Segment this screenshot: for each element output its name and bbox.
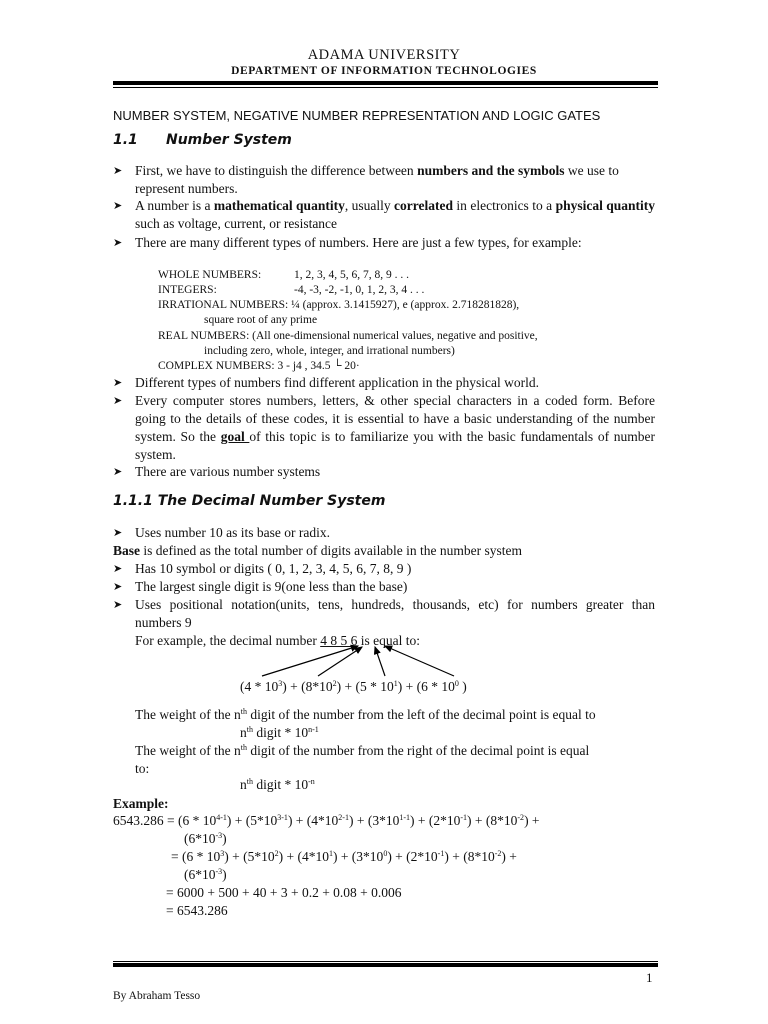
text-span: For example, the decimal number	[135, 633, 321, 648]
weight-left-formula	[240, 724, 319, 742]
irrational-numbers-line: IRRATIONAL NUMBERS: ¼ (approx. 3.1415927), e (approx. 2.718281828),	[158, 299, 520, 311]
real-numbers-line: REAL NUMBERS: (All one-dimensional numerical values, negative and positive,	[158, 330, 538, 342]
text-span: , usually	[344, 198, 395, 213]
bullet-arrow-icon: ➤	[113, 237, 123, 249]
bullet-arrow-icon: ➤	[113, 563, 123, 575]
goal-word: goal	[220, 429, 250, 444]
footer-rule	[113, 963, 658, 967]
t: ) +	[501, 849, 517, 864]
exp: 1	[328, 849, 333, 858]
university-name: ADAMA UNIVERSITY	[307, 47, 461, 63]
t: )	[222, 831, 227, 846]
exp: 2	[332, 679, 337, 688]
t: ) + (5*10	[226, 813, 278, 828]
t: ) + (2*10	[410, 813, 461, 828]
bullet-applications: Different types of numbers find different application in the physical world.	[135, 375, 540, 390]
t: ) + (5*10	[224, 849, 275, 864]
weight-left-sentence	[135, 706, 596, 724]
t: n	[240, 777, 247, 792]
exp: 3	[278, 679, 283, 688]
exp: -3	[215, 867, 223, 876]
t: = (6 * 10	[171, 849, 221, 864]
t: 6543.286 = (6 * 10	[113, 813, 217, 828]
decimal-largest-digit: The largest single digit is 9(one less than the base)	[135, 579, 408, 594]
complex-numbers-line: COMPLEX NUMBERS: 3 - j4 , 34.5 └ 20·	[158, 360, 360, 372]
weight-right-formula	[240, 776, 315, 794]
text-span: Every computer stores numbers, letters, & other special characters in a coded form. Before going to the details of these codes, it is essential to have a basic understanding of the number system. So the	[135, 393, 655, 444]
text-span: in electronics to a	[453, 198, 556, 213]
bold-span: correlated	[394, 198, 454, 213]
weight-right-sentence	[135, 742, 589, 760]
exp: 0	[383, 849, 388, 858]
text-span: such as voltage, current, or resistance	[135, 216, 338, 231]
exp: th	[240, 743, 247, 752]
exp: -2	[494, 849, 502, 858]
t: (6*10	[184, 867, 216, 882]
section-number: 1.1	[113, 132, 138, 148]
section-number: 1.1.1	[113, 493, 153, 509]
value: 1, 2, 3, 4, 5, 6, 7, 8, 9 . . .	[294, 269, 409, 281]
arrow-digit-6	[385, 646, 454, 676]
t: (4 * 10	[240, 679, 279, 694]
t: ) + (3*10	[332, 849, 384, 864]
exp: 1	[393, 679, 398, 688]
exp: -1	[437, 849, 445, 858]
t: ) + (3*10	[348, 813, 400, 828]
example-line-4	[184, 866, 227, 884]
text-span: A number is a	[135, 198, 214, 213]
footer-rule-thin	[113, 961, 658, 962]
text-span: is defined as the total number of digits available in the number system	[140, 543, 523, 558]
bold-span: Base	[113, 543, 140, 558]
t: ) + (8*10	[444, 849, 495, 864]
bold-span: mathematical quantity	[213, 198, 345, 213]
example-number: 4 8 5 6	[320, 633, 358, 648]
t: ) + (8*10	[282, 679, 333, 694]
t: The weight of the n	[135, 743, 241, 758]
example-line-5: = 6000 + 500 + 40 + 3 + 0.2 + 0.08 + 0.006	[166, 885, 402, 900]
decimal-digits: Has 10 symbol or digits ( 0, 1, 2, 3, 4, 5, 6, 7, 8, 9 )	[135, 561, 412, 576]
t: ) + (4*10	[287, 813, 339, 828]
t: n	[240, 725, 247, 740]
exp: th	[246, 725, 253, 734]
t: (6*10	[184, 831, 216, 846]
bullet-arrow-icon: ➤	[113, 581, 123, 593]
weight-right-to: to:	[135, 761, 150, 776]
t: ) + (6 * 10	[397, 679, 455, 694]
example-line-3	[171, 848, 517, 866]
arrow-digit-4	[262, 646, 358, 676]
bullet-arrow-icon: ➤	[113, 377, 123, 389]
text-span: of this topic is to familiarize you with the basic fundamentals of number system.	[135, 429, 655, 462]
exp: 0	[454, 679, 459, 688]
bold-span: physical quantity	[555, 198, 656, 213]
t: digit of the number from the right of the decimal point is equal	[246, 743, 590, 758]
t: ) + (5 * 10	[336, 679, 394, 694]
bold-span: numbers and the symbols	[417, 163, 565, 178]
t: digit of the number from the left of the decimal point is equal to	[246, 707, 596, 722]
bullet-types-of-numbers: There are many different types of numbers. Here are just a few types, for example:	[135, 235, 582, 250]
section-title: Number System	[166, 132, 292, 148]
t: digit * 10	[252, 777, 309, 792]
exp: 1-1	[399, 813, 410, 822]
text-span: we use to represent numbers.	[135, 163, 619, 196]
decimal-positional-notation: Uses positional notation(units, tens, hundreds, thousands, etc) for numbers greater than numbers 9	[135, 597, 655, 630]
page-number: 1	[646, 970, 653, 985]
text-span: is equal to:	[357, 633, 420, 648]
exp: -1	[460, 813, 468, 822]
value: -4, -3, -2, -1, 0, 1, 2, 3, 4 . . .	[294, 284, 425, 296]
exp: -2	[517, 813, 525, 822]
section-title: The Decimal Number System	[157, 493, 386, 509]
exp: th	[246, 777, 253, 786]
bullet-arrow-icon: ➤	[113, 165, 123, 177]
t: ) + (4*10	[278, 849, 329, 864]
bullet-arrow-icon: ➤	[113, 527, 123, 539]
t: ) + (2*10	[387, 849, 438, 864]
label: INTEGERS:	[158, 284, 217, 296]
bullet-arrow-icon: ➤	[113, 200, 123, 212]
t: ) + (8*10	[467, 813, 518, 828]
exp: 2	[274, 849, 279, 858]
exp: 2-1	[338, 813, 349, 822]
t: The weight of the n	[135, 707, 241, 722]
text-span: First, we have to distinguish the difference between	[135, 163, 418, 178]
example-line-2	[184, 830, 227, 848]
exp: 4-1	[216, 813, 227, 822]
author-credit: By Abraham Tesso	[113, 990, 201, 1002]
arrow-digit-5	[375, 647, 385, 676]
department-name: DEPARTMENT OF INFORMATION TECHNOLOGIES	[231, 65, 537, 77]
label: WHOLE NUMBERS:	[158, 269, 262, 281]
irrational-numbers-line-2: square root of any prime	[204, 314, 318, 326]
bullet-various-systems: There are various number systems	[135, 464, 321, 479]
decimal-base-radix: Uses number 10 as its base or radix.	[135, 525, 330, 540]
bullet-arrow-icon: ➤	[113, 599, 123, 611]
exp: n-1	[308, 725, 319, 734]
exp: -n	[308, 777, 315, 786]
example-label: Example:	[113, 796, 169, 811]
exp: th	[240, 707, 247, 716]
t: )	[222, 867, 227, 882]
bullet-arrow-icon: ➤	[113, 395, 123, 407]
example-line-6: = 6543.286	[166, 903, 228, 918]
exp: -3	[215, 831, 223, 840]
exp: 3	[220, 849, 225, 858]
example-line-1	[113, 812, 540, 830]
t: digit * 10	[252, 725, 309, 740]
t: )	[458, 679, 467, 694]
real-numbers-line-2: including zero, whole, integer, and irrational numbers)	[204, 345, 455, 357]
decimal-expansion	[240, 678, 467, 696]
document-title: NUMBER SYSTEM, NEGATIVE NUMBER REPRESENTATION AND LOGIC GATES	[113, 108, 601, 123]
exp: 3-1	[277, 813, 288, 822]
t: ) +	[524, 813, 540, 828]
bullet-arrow-icon: ➤	[113, 466, 123, 478]
